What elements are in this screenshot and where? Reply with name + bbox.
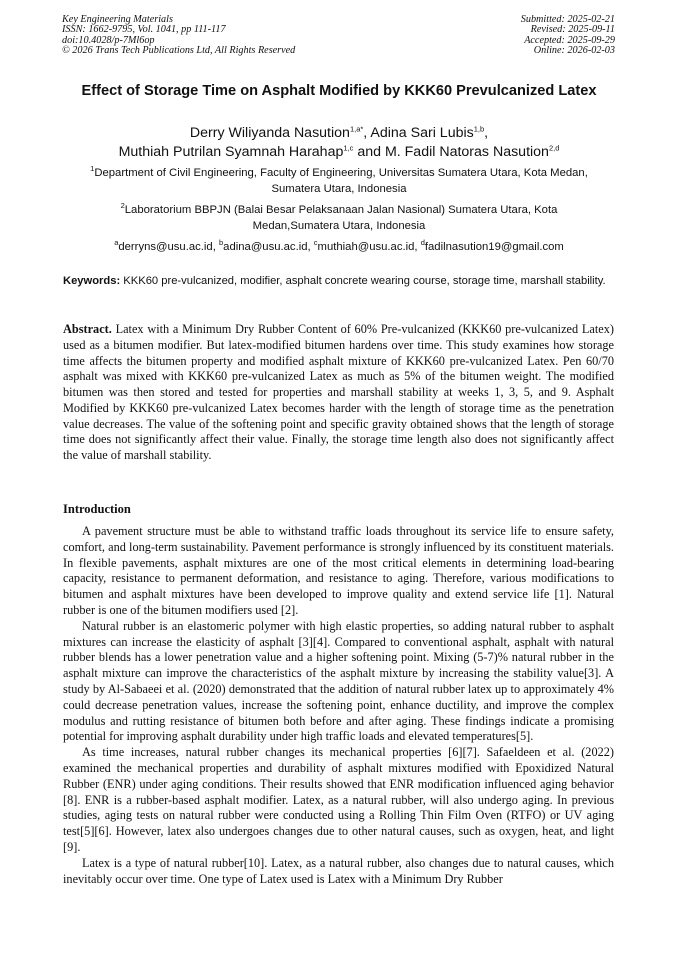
issn-line: ISSN: 1662-9795, Vol. 1041, pp 111-117 [62, 24, 226, 36]
abstract-label: Abstract. [63, 322, 112, 336]
keywords-label: Keywords: [63, 275, 121, 287]
doi-line: doi:10.4028/p-7Ml6op [62, 34, 155, 46]
online-date: Online: 2026-02-03 [533, 45, 615, 57]
author-separator: , [484, 125, 489, 141]
body-paragraph: Natural rubber is an elastomeric polymer with high elastic properties, so adding natural rubber to asphalt mixtures can increase the elasticity of asphalt [3][4]. Compared to conventional asphalt, asphalt with natural rubber blends has a lower penetration value and a higher softening point. Mixing (5-7)% natural rubber in the asphalt mixture can improve the characteristics of the asphalt mixture by increasing the stability value[3]. A study by Al-Sabaeei et al. (2020) demonstrated that the addition of natural rubber latex up to approximately 4% could decrease penetration values, increase the softening point, enhance ductility, and improve the complex modulus and rutting resistance of bitumen both before and after aging. These findings indicate a promising potential for improving asphalt durability under high traffic loads and elevated temperatures[5]. [63, 618, 614, 744]
abstract [63, 322, 614, 464]
author-separator: and [353, 144, 385, 160]
email-address: fadilnasution19@gmail.com [424, 241, 564, 253]
affiliation-text: Laboratorium BBPJN (Balai Besar Pelaksanaan Jalan Nasional) Sumatera Utara, Kota Medan,Sumatera Utara, Indonesia [124, 204, 558, 232]
author-separator: , [363, 125, 371, 141]
introduction-body [63, 524, 614, 887]
submitted-date: Submitted: 2025-02-21 [520, 14, 615, 25]
email-mark: a [114, 238, 119, 248]
body-paragraph: Latex is a type of natural rubber[10]. Latex, as a natural rubber, also changes due to natural causes, which inevitably occur over time. One type of Latex used is Latex with a Minimum Dry Rubber [63, 855, 614, 886]
email-mark: c [313, 238, 318, 248]
author-emails [80, 240, 598, 256]
email-mark: d [420, 238, 425, 248]
publication-dates [521, 15, 615, 57]
body-paragraph: As time increases, natural rubber changes its mechanical properties [6][7]. Safaeldeen et al. (2022) examined the mechanical properties and durability of asphalt mixtures modified with Epoxidized Natural Rubber (ENR) under aging conditions. Their results showed that ENR modification influenced aging behavior [8]. ENR is a rubber-based asphalt modifier. Latex, as a natural rubber, will also undergo aging. In previous studies, aging tests on natural rubber were conducted using a Rolling Thin Film Oven (RTFO) or UV aging test[5][6]. However, latex also undergoes changes due to other natural causes, such as oxygen, heat, and light [9]. [63, 745, 614, 854]
journal-name: Key Engineering Materials [62, 14, 173, 25]
author-affiliation-mark: 1,a* [349, 124, 364, 134]
abstract-text: Latex with a Minimum Dry Rubber Content of 60% Pre-vulcanized (KKK60 pre-vulcanized Latex) used as a bitumen modifier. But latex-modified bitumen hardens over time. This study examines how storage time affects the bitumen property and modified asphalt mixture of KKK60 pre-vulcanized Latex. Pen 60/70 asphalt was mixed with KKK60 pre-vulcanized Latex as much as 5% of the bitumen weight. The modified bitumen was then stored and tested for properties and marshall stability at weeks 1, 3, 5, and 9. Asphalt Modified by KKK60 pre-vulcanized Latex becomes harder with the length of storage time as the penetration value decreases. The value of the softening point and specific gravity obtained shows that the length of storage time does not significantly affect their value. Finally, the storage time length also does not significantly affect the value of marshall stability. [63, 322, 614, 462]
author-list [60, 124, 618, 162]
keywords [63, 274, 614, 289]
journal-info [62, 15, 295, 57]
email-address: derryns@usu.ac.id, [118, 241, 219, 253]
author-name: Derry Wiliyanda Nasution [189, 125, 350, 141]
affiliation-2 [80, 203, 598, 234]
revised-date: Revised: 2025-09-11 [530, 24, 615, 36]
email-address: muthiah@usu.ac.id, [317, 241, 421, 253]
author-name: Adina Sari Lubis [370, 125, 474, 141]
copyright-line: © 2026 Trans Tech Publications Ltd, All Rights Reserved [62, 45, 296, 57]
author-affiliation-mark: 2,d [548, 143, 560, 153]
email-address: adina@usu.ac.id, [223, 241, 314, 253]
author-affiliation-mark: 1,c [343, 143, 354, 153]
author-name: Muthiah Putrilan Syamnah Harahap [118, 144, 344, 160]
introduction-heading: Introduction [63, 502, 131, 516]
accepted-date: Accepted: 2025-09-29 [524, 34, 615, 46]
body-paragraph: A pavement structure must be able to withstand traffic loads throughout its service life to ensure safety, comfort, and long-term sustainability. Pavement performance is strongly influenced by its constituent materials. In flexible pavements, asphalt mixtures are one of the most critical elements in determining load-bearing capacity, resistance to permanent deformation, and resistance to aging. Therefore, various modifications to bitumen and asphalt mixtures have been developed to improve quality and extend service life [1]. Natural rubber is one of the bitumen modifiers used [2]. [63, 524, 614, 617]
keywords-text: KKK60 pre-vulcanized, modifier, asphalt concrete wearing course, storage time, marshall stability. [120, 275, 606, 287]
affiliation-1 [80, 166, 598, 197]
affiliation-text: Department of Civil Engineering, Faculty of Engineering, Universitas Sumatera Utara, Kota Medan, Sumatera Utara, Indonesia [94, 167, 588, 195]
affiliation-mark: 2 [120, 201, 125, 211]
affiliation-mark: 1 [90, 164, 95, 174]
author-affiliation-mark: 1,b [473, 124, 485, 134]
email-mark: b [219, 238, 224, 248]
paper-title: Effect of Storage Time on Asphalt Modified by KKK60 Prevulcanized Latex [81, 83, 597, 99]
author-name: M. Fadil Natoras Nasution [384, 144, 549, 160]
